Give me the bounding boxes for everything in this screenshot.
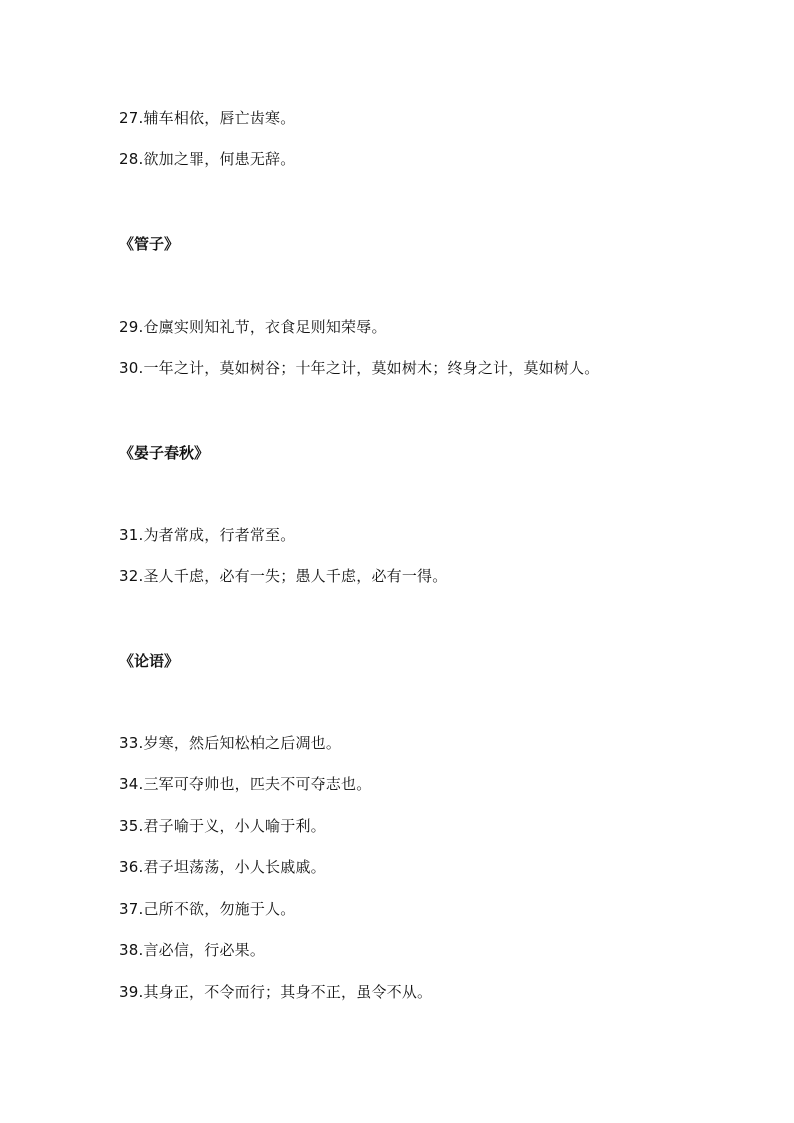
quote-28: 28.欲加之罪，何患无辞。 xyxy=(119,150,296,168)
quote-31: 31.为者常成，行者常至。 xyxy=(119,526,296,544)
quote-29: 29.仓廪实则知礼节，衣食足则知荣辱。 xyxy=(119,318,387,336)
section-heading-guanzi: 《管子》 xyxy=(119,235,180,253)
quote-38: 38.言必信，行必果。 xyxy=(119,941,266,959)
quote-27: 27.辅车相依，唇亡齿寒。 xyxy=(119,109,296,127)
quote-37: 37.己所不欲，勿施于人。 xyxy=(119,900,296,918)
quote-34: 34.三军可夺帅也，匹夫不可夺志也。 xyxy=(119,775,372,793)
quote-32: 32.圣人千虑，必有一失；愚人千虑，必有一得。 xyxy=(119,567,448,585)
section-heading-lunyu: 《论语》 xyxy=(119,652,180,670)
quote-30: 30.一年之计，莫如树谷；十年之计，莫如树木；终身之计，莫如树人。 xyxy=(119,359,600,377)
quote-33: 33.岁寒，然后知松柏之后凋也。 xyxy=(119,734,342,752)
quote-35: 35.君子喻于义，小人喻于利。 xyxy=(119,817,326,835)
quote-36: 36.君子坦荡荡，小人长戚戚。 xyxy=(119,858,326,876)
section-heading-yanzi-chunqiu: 《晏子春秋》 xyxy=(119,444,210,462)
quote-39: 39.其身正，不令而行；其身不正，虽令不从。 xyxy=(119,983,433,1001)
